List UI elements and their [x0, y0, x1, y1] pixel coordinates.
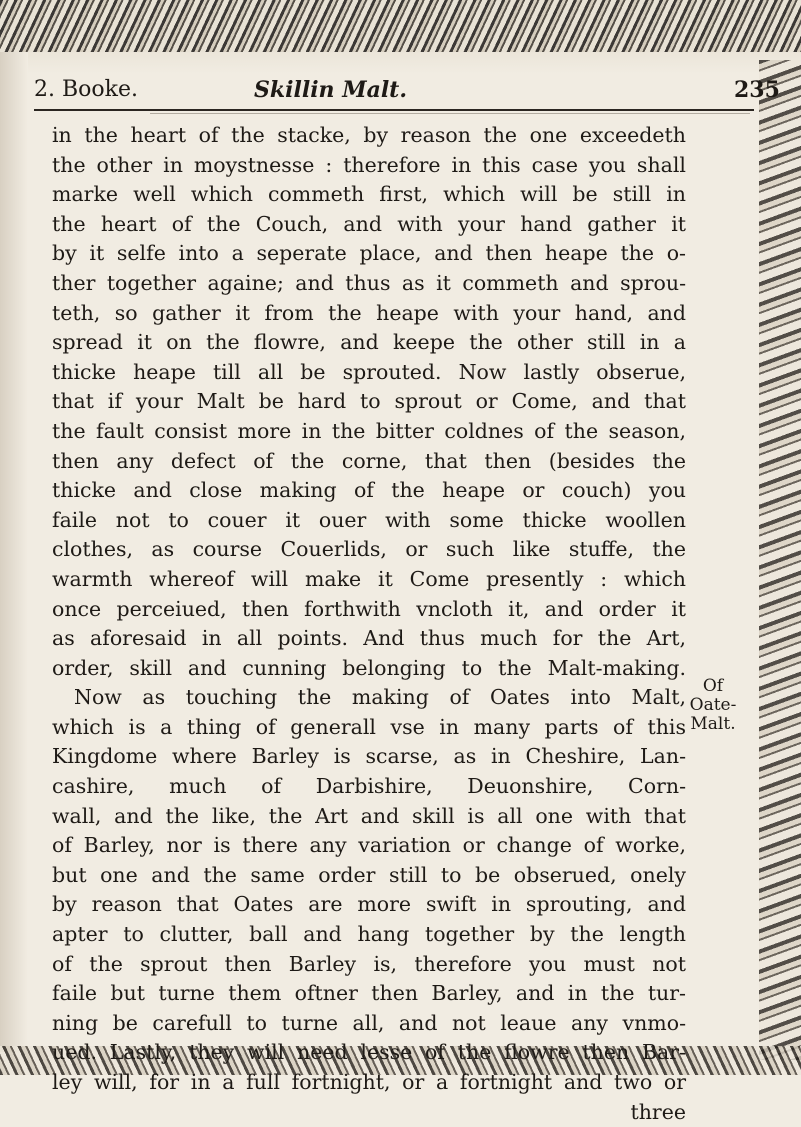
- text-line: once perceiued, then forthwith vncloth it, and order it: [52, 596, 686, 621]
- text-line-paragraph-start: Now as touching the making of Oates into Malt,: [74, 685, 686, 710]
- text-line: cashire, much of Darbishire, Deuonshire, Corn-: [52, 774, 686, 799]
- running-head: [34, 74, 782, 106]
- text-line: ued. Lastly, they will need lesse of the flowre then Bar-: [52, 1040, 686, 1065]
- margin-note: [685, 677, 741, 734]
- text-line: which is a thing of generall vse in many parts of this: [52, 714, 686, 739]
- header-rule-thin: [150, 113, 750, 114]
- page-gutter-shadow: [0, 52, 28, 1052]
- text-line: spread it on the flowre, and keepe the other still in a: [52, 330, 686, 355]
- page-number: 235: [734, 77, 780, 103]
- text-line: in the heart of the stacke, by reason the one exceedeth: [52, 123, 686, 147]
- text-line: clothes, as course Couerlids, or such like stuffe, the: [52, 537, 686, 562]
- text-line: ning be carefull to turne all, and not leaue any vnmo-: [52, 1010, 686, 1035]
- margin-note-line: Malt.: [690, 714, 736, 734]
- text-line: of the sprout then Barley is, therefore you must not: [52, 951, 686, 976]
- catchword: three: [630, 1099, 686, 1124]
- text-line: order, skill and cunning belonging to the Malt-making.: [52, 655, 686, 680]
- text-line: that if your Malt be hard to sprout or Come, and that: [52, 389, 686, 414]
- text-line: faile but turne them oftner then Barley, and in the tur-: [52, 981, 686, 1006]
- text-line: the heart of the Couch, and with your hand gather it: [52, 211, 686, 236]
- text-line: marke well which commeth first, which will be still in: [52, 182, 686, 207]
- text-line: faile not to couer it ouer with some thicke woollen: [52, 507, 686, 532]
- body-text: [52, 121, 686, 1127]
- margin-note-line: Of Oate-: [689, 676, 737, 715]
- text-line: the other in moystnesse : therefore in this case you shall: [52, 152, 686, 177]
- text-line: Kingdome where Barley is scarse, as in Cheshire, Lan-: [52, 744, 686, 769]
- decorative-right-border: [759, 60, 801, 1060]
- text-line: by it selfe into a seperate place, and then heape the o-: [52, 241, 686, 266]
- text-line: of Barley, nor is there any variation or change of worke,: [52, 833, 686, 858]
- text-line: teth, so gather it from the heape with your hand, and: [52, 300, 686, 325]
- header-rule: [34, 109, 754, 111]
- text-line: ther together againe; and thus as it commeth and sprou-: [52, 270, 686, 295]
- text-line: the fault consist more in the bitter coldnes of the season,: [52, 418, 686, 443]
- chapter-title: Skillin Malt.: [254, 77, 408, 103]
- text-line: warmth whereof will make it Come presently : which: [52, 566, 686, 591]
- text-line: by reason that Oates are more swift in sprouting, and: [52, 892, 686, 917]
- text-line: but one and the same order still to be obserued, onely: [52, 862, 686, 887]
- text-line: thicke and close making of the heape or couch) you: [52, 478, 686, 503]
- book-number: 2. Booke.: [34, 77, 138, 102]
- text-line: then any defect of the corne, that then (besides the: [52, 448, 686, 473]
- page-top-margin: [0, 52, 801, 74]
- text-line: thicke heape till all be sprouted. Now lastly obserue,: [52, 359, 686, 384]
- text-line: as aforesaid in all points. And thus much for the Art,: [52, 626, 686, 651]
- text-line: apter to clutter, ball and hang together by the length: [52, 922, 686, 947]
- decorative-top-border: [0, 0, 801, 52]
- text-line: ley will, for in a full fortnight, or a fortnight and two or: [52, 1070, 686, 1094]
- text-line: wall, and the like, the Art and skill is all one with that: [52, 803, 686, 828]
